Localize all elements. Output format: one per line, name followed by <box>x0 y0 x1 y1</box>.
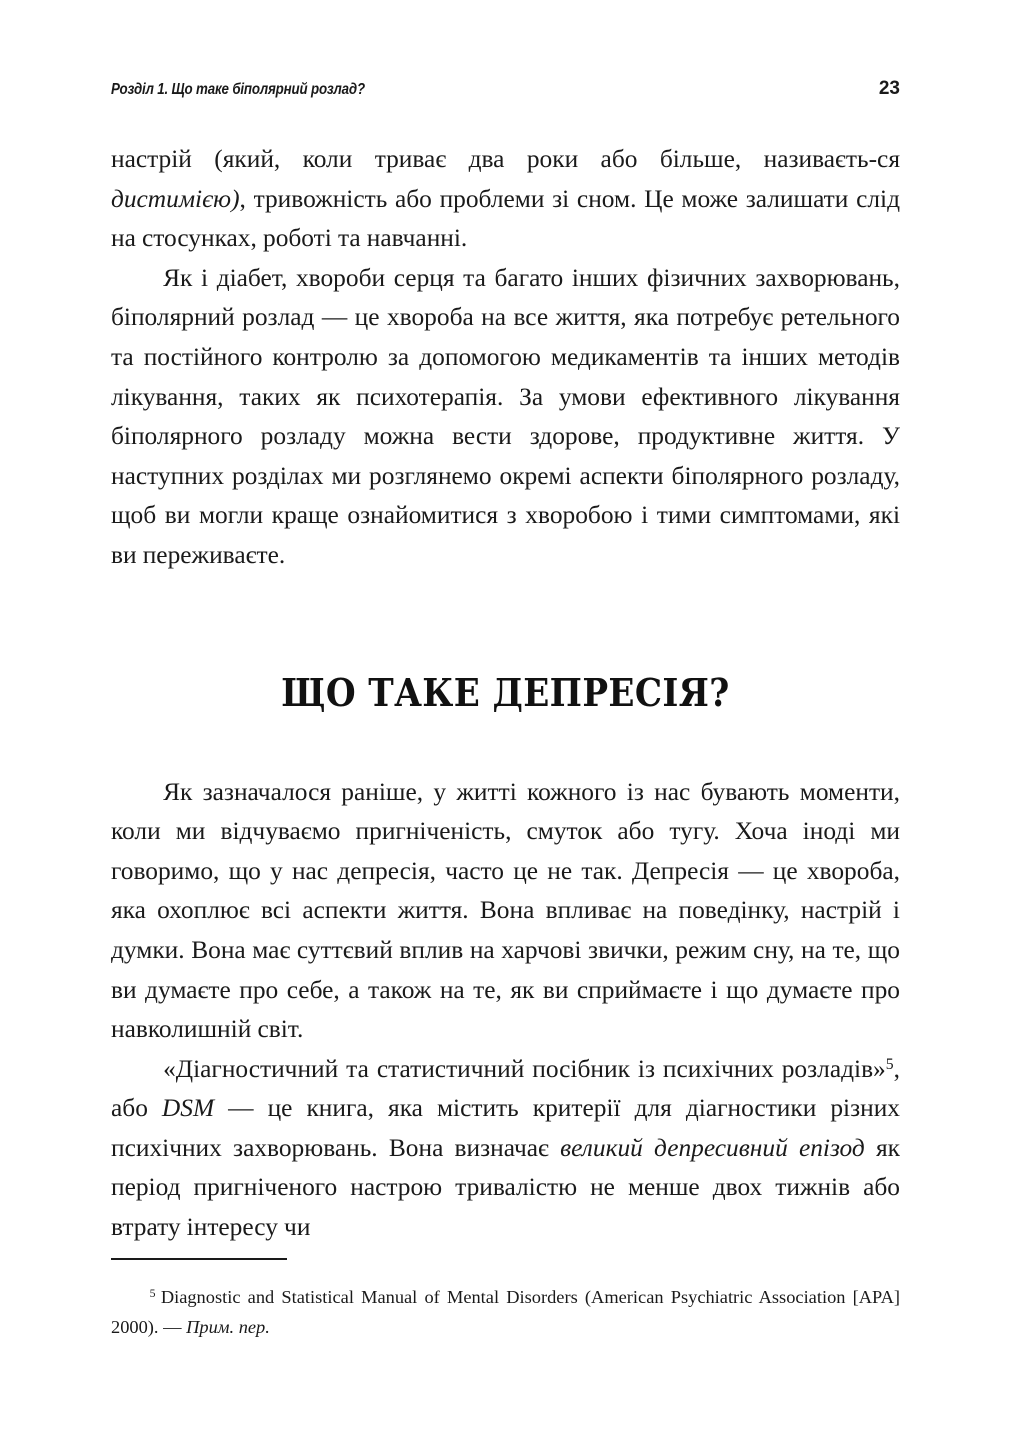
paragraph-continuation <box>111 140 900 259</box>
paragraph-text-segment: , тривожність або проблеми зі сном. Це може залишати слід на стосунках, роботі та навчанні. <box>111 184 900 253</box>
running-head-chapter-title: Розділ 1. Що таке біполярний розлад? <box>111 81 365 98</box>
paragraph-dsm-definition <box>111 1050 900 1248</box>
italic-term-dysthymia: дистимією) <box>111 184 240 213</box>
paragraph-text-segment: як період пригніченого настрою тривалістю не менше двох тижнів або втрату інтересу чи <box>111 1133 900 1242</box>
footnote-text-segment: Diagnostic and Statistical Manual of Mental Disorders (American Psychiatric Association [APA] 2000). — <box>111 1287 900 1337</box>
text-column <box>111 140 900 1248</box>
paragraph-text-segment: «Діагностичний та статистичний посібник із психічних розладів» <box>163 1054 886 1083</box>
running-head <box>111 78 900 102</box>
footnote-area <box>111 1258 900 1342</box>
footnote-entry <box>111 1282 900 1342</box>
italic-term-major-depressive-episode: великий депресивний епізод <box>560 1133 865 1162</box>
paragraph-lifelong-illness: Як і діабет, хвороби серця та багато інших фізичних захворювань, біполярний розлад — це хвороба на все життя, яка потребує ретельного та постійного контролю за допомогою медикаментів та інших методів лікування, таких як психотерапія. За умови ефективного лікування біполярного розладу можна вести здорове, продуктивне життя. У наступних розділах ми розглянемо окремі аспекти біполярного розладу, щоб ви могли краще ознайомитися з хворобою і тими симптомами, які ви переживаєте. <box>111 263 900 569</box>
paragraph-text-segment: — це книга, яка містить критерії для діагностики різних психічних захворювань. Вона визначає <box>111 1094 900 1162</box>
section-heading: ЩО ТАКЕ ДЕПРЕСІЯ? <box>281 669 730 715</box>
footnote-reference-marker[interactable]: 5 <box>885 1055 894 1073</box>
footnote-separator-rule <box>111 1258 287 1260</box>
paragraph-what-is-depression: Як зазначалося раніше, у житті кожного із нас бувають моменти, коли ми відчуваємо пригніченість, смуток або тугу. Хоча іноді ми говоримо, що у нас депресія, часто це не так. Депресія — це хвороба, яка охоплює всі аспекти життя. Вона впливає на поведінку, настрій і думки. Вона має суттєвий вплив на харчові звички, режим сну, на те, що ви думаєте про себе, а також на те, як ви сприймаєте і що думаєте про навколишній світ. <box>111 777 900 1044</box>
footnote-number: 5 <box>149 1286 156 1300</box>
footnote-translator-note: Прим. пер. <box>186 1317 270 1337</box>
italic-term-dsm: DSM <box>161 1094 215 1123</box>
paragraph-text-segment: настрій (який, коли триває два роки або більше, називаєть-ся <box>111 145 900 173</box>
paragraph-text-segment: , або <box>111 1054 900 1123</box>
page-number: 23 <box>878 78 900 99</box>
